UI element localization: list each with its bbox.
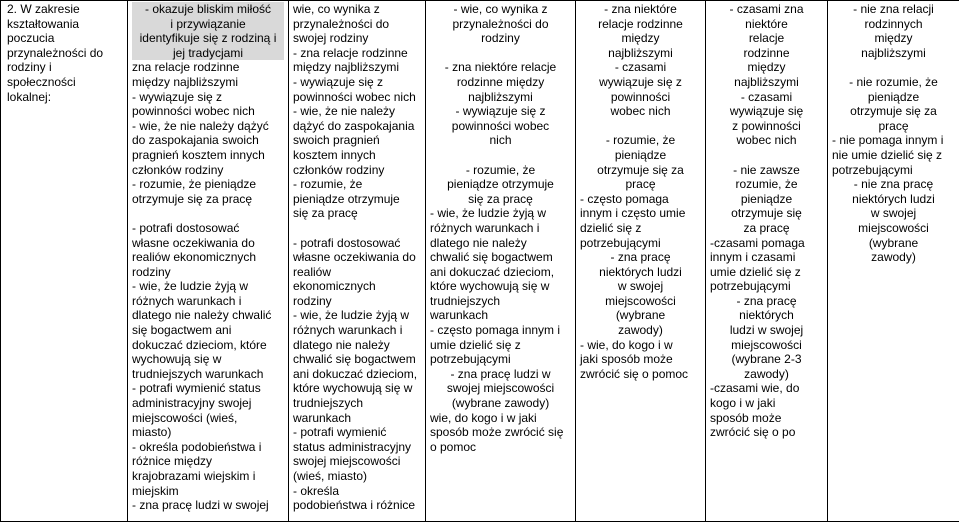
requirements-text-b: - często pomaga innym i często umie dzielić się z potrzebującymi [580, 191, 686, 250]
requirements-text-c: - zna pracę niektórych ludzi w swojej miejscowości (wybrane zawody) [599, 250, 682, 338]
requirements-text-b: - nie pomaga innym i nie umie dzielić się z potrzebującymi [832, 133, 944, 177]
table-row [1, 1, 959, 522]
category-header-text: 2. W zakresie kształtowania poczucia przynależności do rodziny i społeczności lokalnej: [7, 2, 104, 104]
requirements-cell-very-good [289, 1, 426, 522]
requirements-cell-insufficient [828, 1, 959, 522]
requirements-text: wie, co wynika z przynależności do swojej rodziny - zna relacje rodzinne między najbliższymi - wywiązuje się z powinności wobec nich - wie, że nie należy dążyć do zaspokajania swoich pragnień kosztem innych członków rodziny - rozumie, że pieniądze otrzymuje się za pracę - potrafi dostosować własne oczekiwania do realiów ekonomicznych rodziny - wie, że ludzie żyją w różnych warunkach i dlatego nie należy chwalić się bogactwem ani dokuczać dzieciom, które wychowują się w trudniejszych warunkach - potrafi wymienić status administracyjny swojej miejscowości (wieś, miasto) - określa podobieństwa i różnice [293, 2, 418, 513]
requirements-text-d: - wie, do kogo i w jaki sposób może zwrócić się o pomoc [580, 337, 689, 381]
requirements-text-d: -czasami wie, do kogo i w jaki sposób może zwrócić się o po [710, 381, 800, 440]
requirements-text-c: - nie zna pracę niektórych ludzi w swojej miejscowości (wybrane zawody) [852, 177, 935, 265]
requirements-cell-sufficient [576, 1, 706, 522]
requirements-text-c: - zna pracę ludzi w swojej miejscowości (wybrane zawody) [446, 366, 555, 411]
requirements-text-d: wie, do kogo i w jaki sposób może zwrócić się o pomoc [430, 410, 564, 454]
requirements-cell-excellent [128, 1, 289, 522]
requirements-text-a: - nie zna relacji rodzinnych między najbliższymi - nie rozumie, że pieniądze otrzymuje się za pracę [849, 2, 938, 133]
requirements-text-b: - wie, że ludzie żyją w różnych warunkach i dlatego nie należy chwalić się bogactwem ani dokuczać dzieciom, które wychowują się w trudniejszych warunkach - często pomaga innym i umie dzielić się z potrzebującymi [430, 206, 561, 367]
requirements-text-a: - wie, co wynika z przynależności do rodziny - zna niektóre relacje rodzinne między najbliższymi - wywiązuje się z powinności wobec nich - rozumie, że pieniądze otrzymuje się za pracę [444, 2, 557, 206]
highlighted-text: - okazuje bliskim miłość i przywiązanie identyfikuje się z rodziną i jej tradycjami [132, 2, 284, 60]
requirements-text-c: - zna pracę niektórych ludzi w swojej miejscowości (wybrane 2-3 zawody) [729, 293, 804, 381]
requirements-text: zna relacje rodzinne między najbliższymi - wywiązuje się z powinności wobec nich - wie, że nie należy dążyć do zaspokajania swoich pragnień kosztem innych członków rodziny - rozumie, że pieniądze otrzymuje się za pracę - potrafi dostosować własne oczekiwania do realiów ekonomicznych rodziny - wie, że ludzie żyją w różnych warunkach i dlatego nie należy chwalić się bogactwem ani dokuczać dzieciom, które wychowują się w trudniejszych warunkach - potrafi wymienić status administracyjny swojej miejscowości (wieś, miasto) - określa podobieństwa i różnice między krajobrazami wiejskim i miejskim - zna pracę ludzi w swojej [132, 60, 272, 513]
requirements-cell-good [426, 1, 576, 522]
requirements-cell-acceptable [706, 1, 828, 522]
requirements-text-b: -czasami pomaga innym i czasami umie dzielić się z potrzebującymi [710, 235, 805, 294]
requirements-text-a: - zna niektóre relacje rodzinne między najbliższymi - czasami wywiązuje się z powinności wobec nich - rozumie, że pieniądze otrzymuje się za pracę [597, 2, 684, 192]
category-header-cell [1, 1, 128, 522]
requirements-text-a: - czasami zna niektóre relacje rodzinne między najbliższymi - czasami wywiązuje się z powinności wobec nich - nie zawsze rozumie, że pieniądze otrzymuje się za pracę [729, 2, 804, 235]
